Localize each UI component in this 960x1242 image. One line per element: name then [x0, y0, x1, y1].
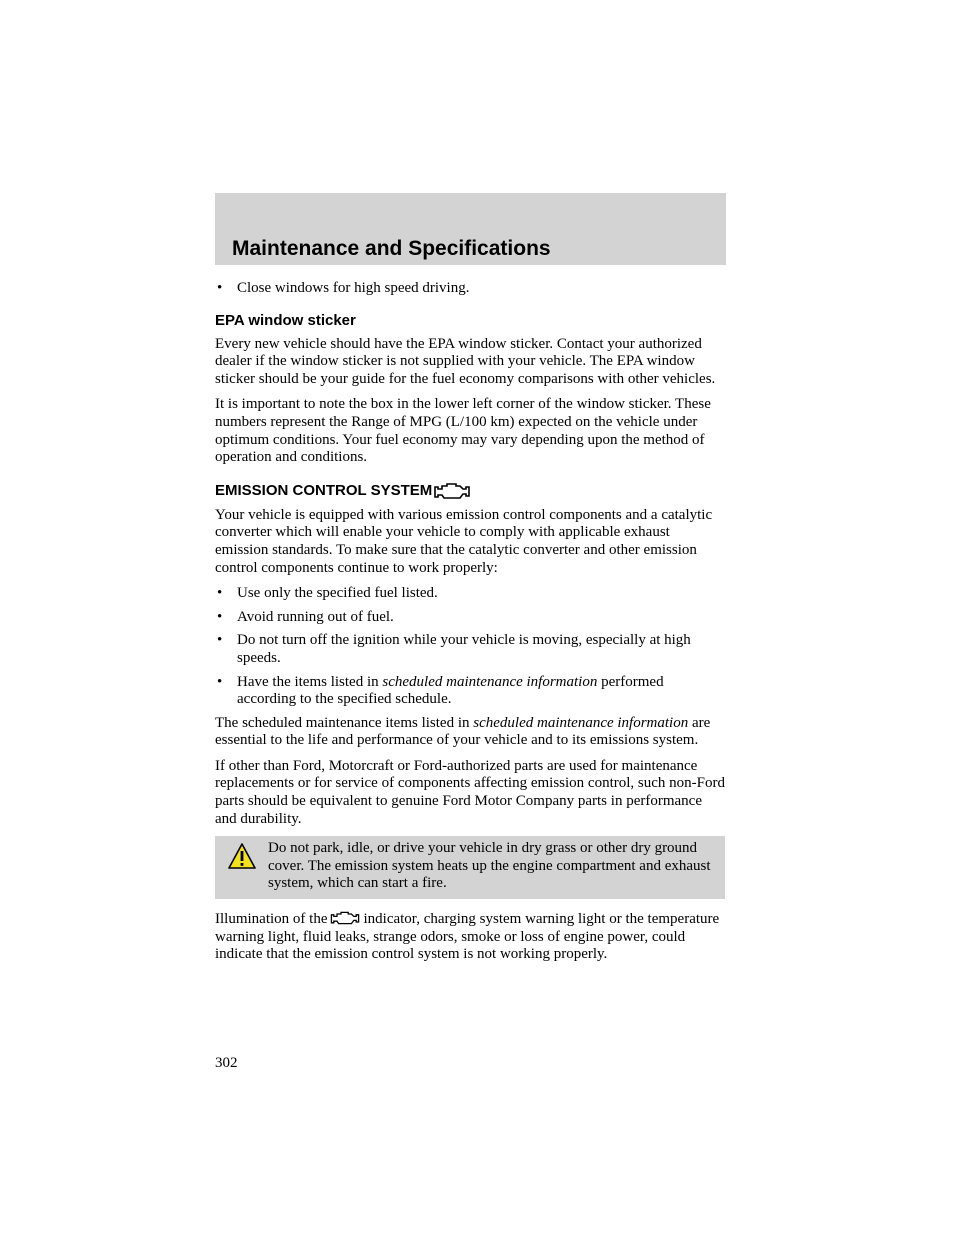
- bullet-text: Close windows for high speed driving.: [237, 280, 470, 296]
- bullet-dot: •: [217, 280, 223, 296]
- sched-post: are essential to the life and performance of your vehicle and to its emissions system.: [215, 714, 711, 749]
- bullet4-post: performed according to the specified schedule.: [237, 673, 664, 708]
- bullet-text: [237, 674, 725, 709]
- bullet-text: Use only the specified fuel listed.: [237, 585, 438, 602]
- bullet-dot: •: [217, 632, 223, 649]
- illum-post: indicator, charging system warning light or the temperature warning light, fluid leaks, strange odors, smoke or loss of engine power, could indicate that the emission control system is not working properly.: [215, 911, 720, 963]
- bullet-dot: •: [217, 673, 223, 690]
- warning-box: [215, 836, 725, 899]
- emission-heading: [215, 481, 725, 501]
- warning-triangle-icon: [227, 842, 257, 870]
- epa-heading: EPA window sticker: [215, 311, 356, 329]
- epa-paragraph-2: It is important to note the box in the lower left corner of the window sticker. These numbers represent the Range of MPG (L/100 km) expected on the vehicle under optimum conditions. Your fuel economy may vary depending upon the method of operation and conditions.: [215, 396, 711, 466]
- bullet-dot: •: [217, 608, 223, 625]
- bullet-item: [215, 632, 725, 667]
- section-title: Maintenance and Specifications: [232, 237, 551, 260]
- epa-paragraph-1: Every new vehicle should have the EPA window sticker. Contact your authorized dealer if the window sticker is not supplied with your vehicle. The EPA window sticker should be your guide for the fuel economy comparisons with other vehicles.: [215, 335, 716, 387]
- bullet4-pre: Have the items listed in: [237, 673, 379, 690]
- emission-heading-text: EMISSION CONTROL SYSTEM: [215, 481, 433, 499]
- emission-intro: Your vehicle is equipped with various emission control components and a catalytic converter which will enable your vehicle to comply with applicable exhaust emission standards. To make sure that the catalytic converter and other emission control components continue to work properly:: [215, 506, 713, 576]
- section-header: [215, 193, 726, 265]
- scheduled-paragraph: [215, 715, 725, 750]
- illum-pre: Illumination of the: [215, 911, 328, 928]
- bullet-text: Avoid running out of fuel.: [237, 608, 394, 625]
- check-engine-icon: [329, 909, 361, 927]
- sched-pre: The scheduled maintenance items listed in: [215, 714, 470, 731]
- page-content: [215, 280, 725, 972]
- parts-paragraph: If other than Ford, Motorcraft or Ford-authorized parts are used for maintenance replacements or for service of components affecting emission control, such non-Ford parts should be equivalent to genuine Ford Motor Company parts in performance and durability.: [215, 757, 725, 827]
- bullet4-italic: scheduled maintenance information: [382, 673, 598, 690]
- bullet-item: [215, 280, 725, 298]
- bullet-item: [215, 609, 725, 627]
- bullet-dot: •: [217, 585, 223, 602]
- page-number: 302: [215, 1055, 238, 1071]
- illumination-paragraph: [215, 909, 725, 964]
- bullet-item: [215, 674, 725, 709]
- bullet-item: [215, 585, 725, 603]
- check-engine-icon: [432, 481, 472, 501]
- sched-italic: scheduled maintenance information: [473, 714, 689, 731]
- warning-text: Do not park, idle, or drive your vehicle in dry grass or other dry ground cover. The emission system heats up the engine compartment and exhaust system, which can start a fire.: [268, 840, 711, 892]
- bullet-text: Do not turn off the ignition while your vehicle is moving, especially at high speeds.: [237, 632, 691, 666]
